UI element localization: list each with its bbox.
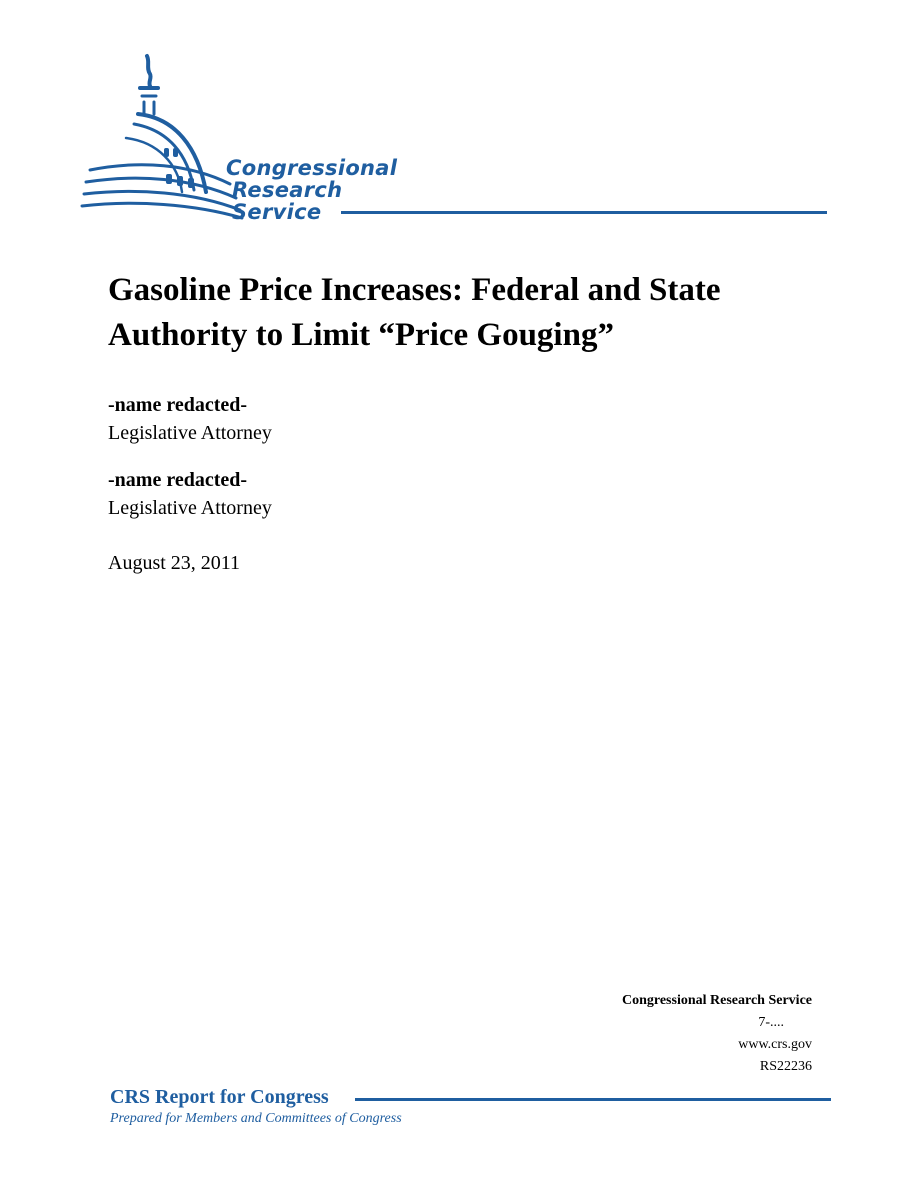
logo-line-congressional: Congressional — [226, 156, 398, 180]
crs-info-block — [512, 990, 812, 1078]
logo-line-research: Research — [232, 178, 343, 202]
author-role: Legislative Attorney — [108, 422, 272, 444]
author-role: Legislative Attorney — [108, 497, 272, 519]
report-title: Gasoline Price Increases: Federal and State Authority to Limit “Price Gouging” — [108, 272, 721, 353]
report-date: August 23, 2011 — [108, 552, 241, 574]
author-name: -name redacted- — [108, 394, 248, 416]
crs-logo — [80, 52, 840, 230]
report-id: RS22236 — [759, 1059, 812, 1074]
footer-divider — [355, 1098, 831, 1101]
crs-organization: Congressional Research Service — [621, 993, 812, 1008]
crs-number: 7-.... — [758, 1015, 784, 1030]
footer-subtitle: Prepared for Members and Committees of Congress — [110, 1111, 402, 1126]
logo-divider — [341, 211, 827, 214]
author-name: -name redacted- — [108, 469, 248, 491]
logo-line-service: Service — [232, 200, 322, 224]
crs-website[interactable]: www.crs.gov — [738, 1037, 812, 1052]
footer-title: CRS Report for Congress — [110, 1086, 329, 1108]
